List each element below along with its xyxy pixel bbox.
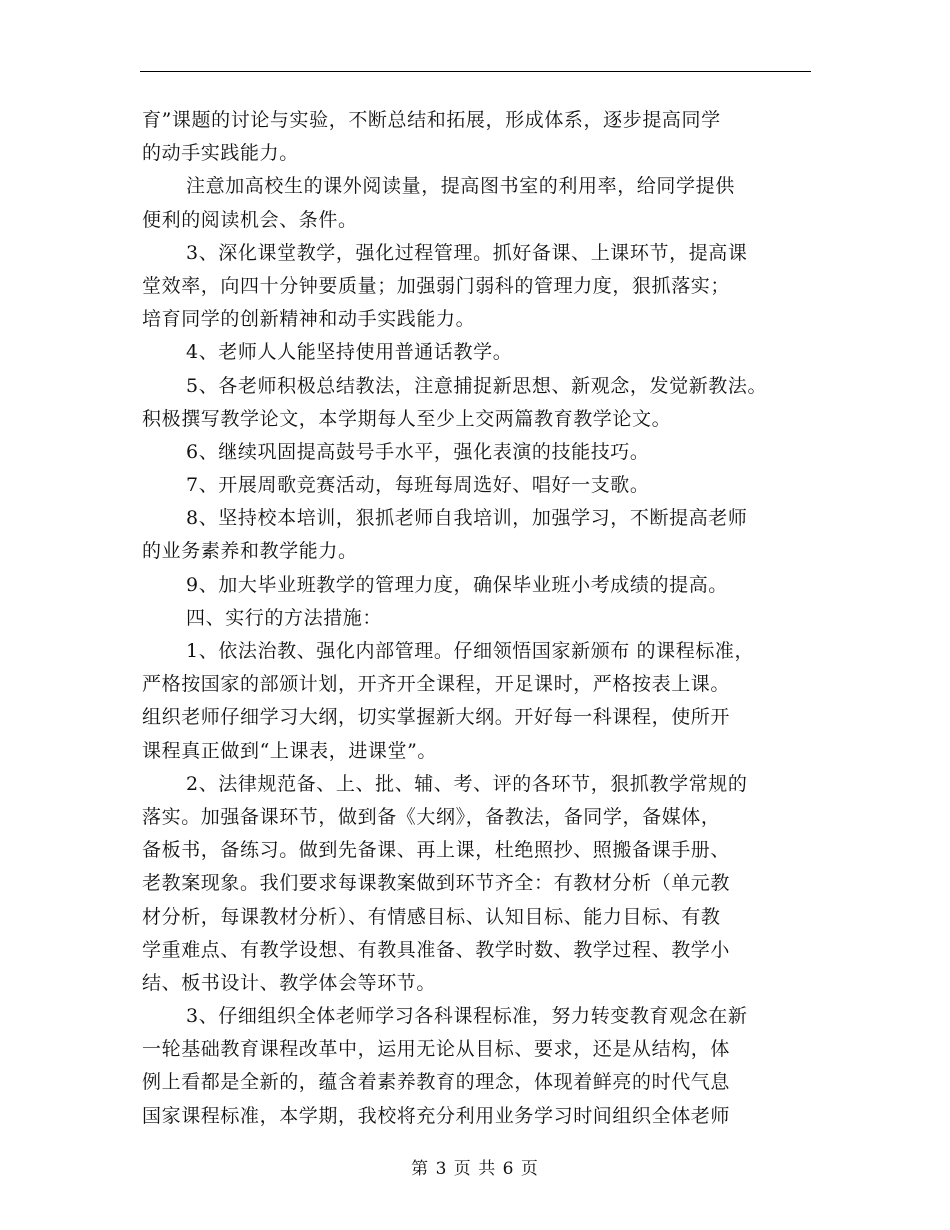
paragraph-line: 备板书，备练习。做到先备课、再上课，杜绝照抄、照搬备课手册、: [142, 839, 731, 862]
header-rule: [140, 71, 811, 72]
paragraph-line: 7、开展周歌竞赛活动，每班每周选好、唱好一支歌。: [186, 474, 650, 497]
paragraph-line: 8、坚持校本培训，狠抓老师自我培训，加强学习，不断提高老师: [186, 507, 748, 530]
paragraph-line: 9、加大毕业班教学的管理力度，确保毕业班小考成绩的提高。: [186, 573, 728, 596]
paragraph-line: 4、老师人人能坚持使用普通话教学。: [186, 341, 513, 364]
paragraph-line: 培育同学的创新精神和动手实践能力。: [142, 308, 476, 331]
paragraph-line: 5、各老师积极总结教法，注意捕捉新思想、新观念，发觉新教法。: [186, 374, 768, 397]
paragraph-line: 四、实行的方法措施：: [186, 606, 383, 629]
paragraph-line: 3、仔细组织全体老师学习各科课程标准，努力转变教育观念在新: [186, 1005, 748, 1028]
paragraph-line: 育”课题的讨论与实验，不断总结和拓展，形成体系，逐步提高同学: [142, 109, 721, 131]
paragraph-line: 严格按国家的部颁计划，开齐开全课程，开足课时，严格按表上课。: [142, 673, 731, 696]
paragraph-line: 组织老师仔细学习大纲，切实掌握新大纲。开好每一科课程，使所开: [142, 706, 731, 729]
paragraph-line: 学重难点、有教学设想、有教具准备、教学时数、教学过程、教学小: [142, 938, 731, 961]
paragraph-line: 国家课程标准，本学期，我校将充分利用业务学习时间组织全体老师: [142, 1104, 731, 1127]
paragraph-line: 一轮基础教育课程改革中，运用无论从目标、要求，还是从结构，体: [142, 1038, 731, 1061]
paragraph-line: 便利的阅读机会、条件。: [142, 208, 358, 231]
paragraph-line: 1、依法治教、强化内部管理。仔细领悟国家新颁布 的课程标准，: [186, 640, 755, 662]
paragraph-line: 的动手实践能力。: [142, 142, 299, 165]
paragraph-line: 课程真正做到“上课表，进课堂”。: [142, 739, 438, 762]
paragraph-line: 堂效率，向四十分钟要质量；加强弱门弱科的管理力度，狠抓落实；: [142, 274, 731, 297]
paragraph-line: 落实。加强备课环节，做到备《大纲》，备教法，备同学，备媒体，: [142, 805, 721, 828]
paragraph-line: 注意加高校生的课外阅读量，提高图书室的利用率，给同学提供: [186, 175, 735, 198]
paragraph-line: 3、深化课堂教学，强化过程管理。抓好备课、上课环节，提高课: [186, 241, 748, 264]
paragraph-line: 6、继续巩固提高鼓号手水平，强化表演的技能技巧。: [186, 440, 650, 463]
page-number-footer: 第 3 页 共 6 页: [411, 1159, 539, 1179]
paragraph-line: 的业务素养和教学能力。: [142, 540, 358, 563]
paragraph-line: 积极撰写教学论文，本学期每人至少上交两篇教育教学论文。: [142, 407, 672, 430]
paragraph-line: 例上看都是全新的，蕴含着素养教育的理念，体现着鲜亮的时代气息: [142, 1071, 731, 1094]
paragraph-line: 结、板书设计、教学体会等环节。: [142, 971, 437, 994]
paragraph-line: 2、法律规范备、上、批、辅、考、评的各环节，狠抓教学常规的: [186, 772, 748, 795]
paragraph-line: 材分析，每课教材分析）、有情感目标、认知目标、能力目标、有教: [142, 905, 721, 928]
paragraph-line: 老教案现象。我们要求每课教案做到环节齐全：有教材分析（单元教: [142, 872, 731, 895]
document-body: [142, 104, 822, 1133]
